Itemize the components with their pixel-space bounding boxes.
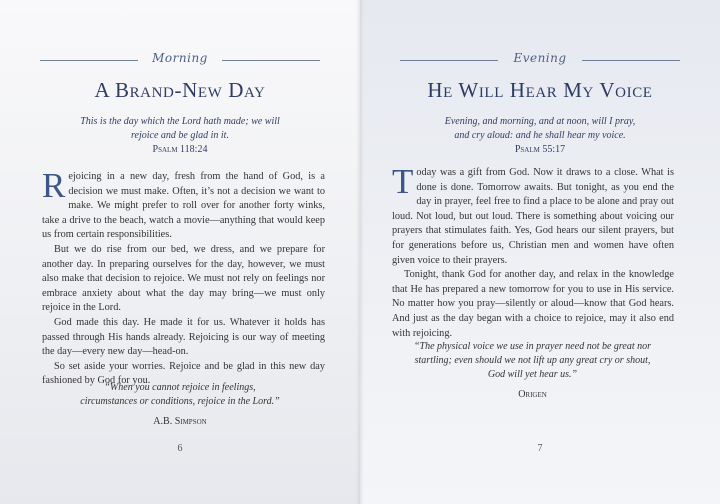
page-title: A Brand-New Day: [94, 78, 266, 102]
paragraph: But we do rise from our bed, we dress, and we prepare for another day. In preparing ourselves for the day, however, we must also make that decision to rejoice. We must not rely on feelings nor embrace anxiety about what the day may bring—we must only rejoice in the Lord.: [42, 243, 325, 314]
paragraph: [392, 162, 674, 268]
section-header: [400, 50, 680, 70]
book-gutter: [356, 0, 364, 504]
closing-quote: [390, 340, 675, 402]
drop-cap: T: [392, 162, 414, 201]
right-page: [360, 0, 720, 504]
paragraph-text: ejoicing in a new day, fresh from the hand of God, is a decision we must make. Often, it’s not a decision we want to make. We might prefer to roll over for another forty winks, take a drive to the beach, watch a movie—anything that would keep us from certain responsibilities.: [42, 171, 325, 241]
page-number: 6: [177, 443, 183, 454]
devotional-body: [42, 166, 325, 389]
scripture-verse: [40, 115, 320, 157]
closing-quote: [40, 381, 320, 429]
page-number: 7: [537, 443, 543, 454]
quote-attribution: Origen: [518, 389, 547, 400]
quote-text: “When you cannot rejoice in feelings, circumstances or conditions, rejoice in the Lord.”: [80, 382, 280, 407]
verse-reference: Psalm 118:24: [152, 144, 208, 155]
paragraph: So set aside your worries. Rejoice and be glad in this new day fashioned by God for you.: [42, 360, 325, 387]
page-title: He Will Hear My Voice: [427, 78, 653, 102]
section-header: [40, 50, 320, 70]
paragraph: God made this day. He made it for us. Whatever it holds has passed through His hands already. Rejoicing is our way of meeting the day—every new day—head-on.: [42, 316, 325, 358]
header-rule: [582, 60, 680, 61]
section-label: Morning: [152, 51, 208, 65]
verse-text: This is the day which the Lord hath made; we will rejoice and be glad in it.: [80, 116, 280, 141]
verse-reference: Psalm 55:17: [514, 144, 566, 155]
drop-cap: R: [42, 166, 66, 205]
devotional-body: [392, 162, 674, 341]
verse-text: Evening, and morning, and at noon, will I pray, and cry aloud: and he shall hear my voice.: [444, 116, 636, 141]
paragraph-text: oday was a gift from God. Now it draws to a close. What is done is done. Tomorrow awaits. But tonight, as you end the day in prayer, feel free to find a place to be alone and pray out loud. Not loud, but out loud. There is something about voicing our prayers that stimulates faith. Yes, God hears our silent prayers, but for generations before us, Christian men and women have often given voice to their prayers.: [392, 167, 674, 266]
section-label: Evening: [513, 51, 567, 65]
header-rule: [222, 60, 320, 61]
quote-text: “The physical voice we use in prayer need not be great nor startling; even should we not lift up any great cry or shout, God will yet hear us.”: [413, 341, 652, 380]
scripture-verse: [400, 115, 680, 157]
quote-attribution: A.B. Simpson: [153, 416, 207, 427]
paragraph: [42, 166, 325, 243]
paragraph: Tonight, thank God for another day, and relax in the knowledge that He has prepared a new tomorrow for you to use in His service. No matter how you pray—silently or aloud—know that God hears. And just as the day began with a choice to rejoice, may it also end with rejoicing.: [392, 269, 674, 339]
